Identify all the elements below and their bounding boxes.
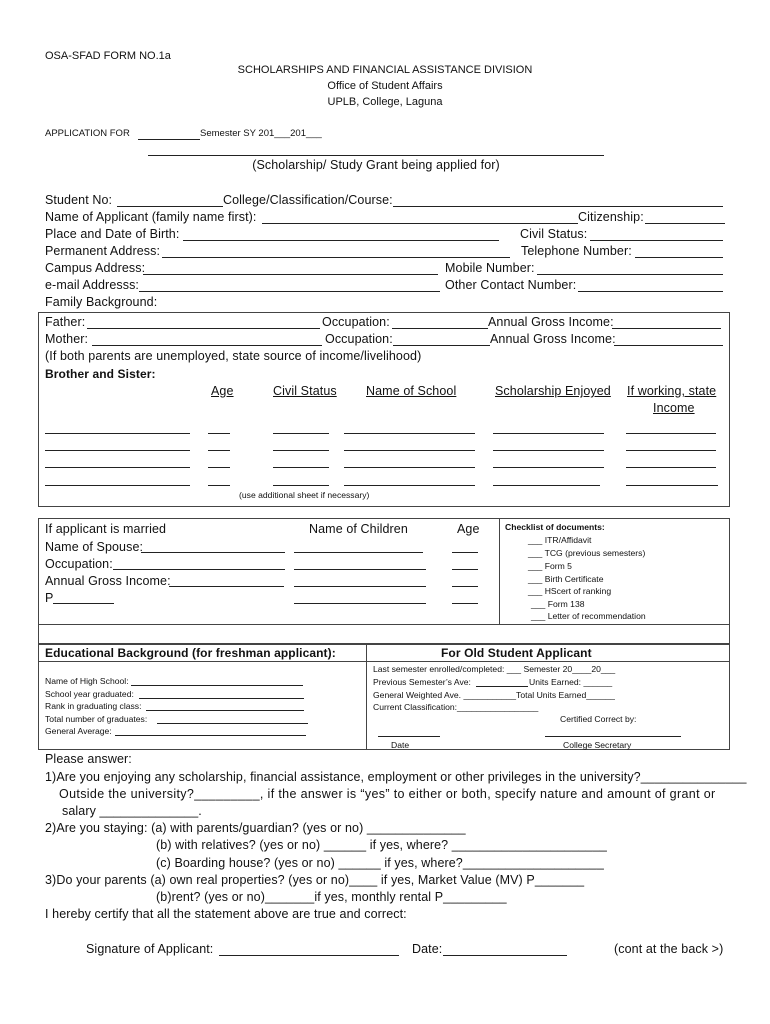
sibling-row4-income[interactable] xyxy=(626,485,718,486)
graduates-field[interactable] xyxy=(157,723,308,724)
high-school-label: Name of High School: xyxy=(45,676,129,686)
sibling-row1-age[interactable] xyxy=(208,433,230,434)
semester-sy: Semester SY 201___201___ xyxy=(200,128,322,139)
sibling-row4-name[interactable] xyxy=(45,485,190,486)
peso-field[interactable] xyxy=(53,603,114,604)
freshman-heading: Educational Background (for freshman applicant): xyxy=(45,646,336,660)
sibling-row3-school[interactable] xyxy=(344,467,475,468)
school-year-field[interactable] xyxy=(139,698,304,699)
education-divider xyxy=(366,644,367,750)
gwa-line: General Weighted Ave. ___________Total Units Earned______ xyxy=(373,690,615,700)
applicant-name-label: Name of Applicant (family name first): xyxy=(45,210,257,224)
average-field[interactable] xyxy=(115,735,306,736)
sibling-row1-civil[interactable] xyxy=(273,433,329,434)
sibling-row1-name[interactable] xyxy=(45,433,190,434)
checklist-item-tcg[interactable]: ___ TCG (previous semesters) xyxy=(528,548,646,558)
grant-line[interactable] xyxy=(148,155,604,156)
father-income-label: Annual Gross Income: xyxy=(488,315,614,329)
spouse-income-field[interactable] xyxy=(169,586,284,587)
sibling-row4-scholarship[interactable] xyxy=(493,485,600,486)
question-1c: salary ______________. xyxy=(62,804,202,818)
secretary-signature-field[interactable] xyxy=(545,736,681,737)
college-field[interactable] xyxy=(393,206,723,207)
rank-field[interactable] xyxy=(146,710,304,711)
applicant-name-field[interactable] xyxy=(262,223,578,224)
peso-label: P xyxy=(45,591,54,605)
certify-statement: I hereby certify that all the statement above are true and correct: xyxy=(45,907,407,921)
permanent-address-field[interactable] xyxy=(162,257,510,258)
question-3a: 3)Do your parents (a) own real properties? (yes or no)____ if yes, Market Value (MV) P_______ xyxy=(45,873,585,887)
telephone-field[interactable] xyxy=(635,257,723,258)
education-header-rule xyxy=(38,661,730,662)
child-4-name[interactable] xyxy=(294,603,426,604)
question-1a: 1)Are you enjoying any scholarship, financial assistance, employment or other privileges in the university?_______________ xyxy=(45,770,747,784)
form-number: OSA-SFAD FORM NO.1a xyxy=(45,50,171,62)
question-2b: (b) with relatives? (yes or no) ______ if yes, where? ______________________ xyxy=(156,838,607,852)
date-caption: Date xyxy=(391,740,410,750)
college-label: College/Classification/Course: xyxy=(223,193,393,207)
spouse-occupation-field[interactable] xyxy=(113,569,285,570)
sibling-row4-civil[interactable] xyxy=(273,485,329,486)
campus-address-label: Campus Address: xyxy=(45,261,146,275)
married-divider xyxy=(499,518,500,624)
sibling-row3-civil[interactable] xyxy=(273,467,329,468)
sibling-row4-age[interactable] xyxy=(208,485,230,486)
sibling-row3-name[interactable] xyxy=(45,467,190,468)
father-label: Father: xyxy=(45,315,86,329)
checklist-item-birth[interactable]: ___ Birth Certificate xyxy=(528,574,604,584)
mobile-label: Mobile Number: xyxy=(445,261,535,275)
child-2-name[interactable] xyxy=(294,569,426,570)
col-income: Income xyxy=(653,401,695,415)
mother-income-label: Annual Gross Income: xyxy=(490,332,616,346)
married-heading: If applicant is married xyxy=(45,522,167,536)
mobile-field[interactable] xyxy=(537,274,723,275)
col-school: Name of School xyxy=(366,384,457,398)
child-4-age[interactable] xyxy=(452,603,478,604)
sibling-row1-school[interactable] xyxy=(344,433,475,434)
child-3-name[interactable] xyxy=(294,586,426,587)
student-no-label: Student No: xyxy=(45,193,113,207)
sibling-row2-school[interactable] xyxy=(344,450,475,451)
sibling-row1-scholarship[interactable] xyxy=(493,433,604,434)
other-contact-label: Other Contact Number: xyxy=(445,278,577,292)
secretary-caption: College Secretary xyxy=(563,740,632,750)
mother-occupation-field[interactable] xyxy=(393,345,490,346)
children-age-heading: Age xyxy=(457,522,480,536)
last-semester-line: Last semester enrolled/completed: ___ Semester 20____20___ xyxy=(373,664,616,674)
checklist-title: Checklist of documents: xyxy=(505,522,605,532)
civil-status-label: Civil Status: xyxy=(520,227,588,241)
other-contact-field[interactable] xyxy=(578,291,723,292)
question-1b: Outside the university?_________, if the answer is “yes” to either or both, specify nature and amount of grant or xyxy=(59,787,716,801)
email-field[interactable] xyxy=(139,291,440,292)
checklist-item-itr[interactable]: ___ ITR/Affidavit xyxy=(528,535,592,545)
signature-label: Signature of Applicant: xyxy=(86,942,214,956)
signature-field[interactable] xyxy=(219,955,399,956)
school-year-label: School year graduated: xyxy=(45,689,134,699)
mother-occupation-label: Occupation: xyxy=(325,332,393,346)
campus-title: UPLB, College, Laguna xyxy=(327,96,443,108)
please-answer: Please answer: xyxy=(45,752,132,766)
father-income-field[interactable] xyxy=(612,328,721,329)
permanent-address-label: Permanent Address: xyxy=(45,244,161,258)
col-civil-status: Civil Status xyxy=(273,384,337,398)
additional-sheet-note: (use additional sheet if necessary) xyxy=(239,490,370,500)
high-school-field[interactable] xyxy=(131,685,303,686)
mother-field[interactable] xyxy=(92,345,322,346)
mother-income-field[interactable] xyxy=(614,345,723,346)
prev-ave-field[interactable] xyxy=(476,686,528,687)
certified-label: Certified Correct by: xyxy=(560,714,637,724)
sibling-row2-civil[interactable] xyxy=(273,450,329,451)
student-no-field[interactable] xyxy=(117,206,223,207)
checklist-item-recommendation[interactable]: ___ Letter of recommendation xyxy=(531,611,646,621)
spouse-field[interactable] xyxy=(141,552,285,553)
birth-field[interactable] xyxy=(183,240,499,241)
sibling-row4-school[interactable] xyxy=(344,485,475,486)
checklist-item-form138[interactable]: ___ Form 138 xyxy=(531,599,585,609)
question-3b: (b)rent? (yes or no)_______if yes, monthly rental P_________ xyxy=(156,890,507,904)
date-field[interactable] xyxy=(378,736,440,737)
sibling-row2-age[interactable] xyxy=(208,450,230,451)
email-label: e-mail Addresss: xyxy=(45,278,139,292)
family-background-label: Family Background: xyxy=(45,295,158,309)
application-blank[interactable] xyxy=(138,139,200,140)
father-occupation-label: Occupation: xyxy=(322,315,390,329)
child-1-age[interactable] xyxy=(452,552,478,553)
rank-label: Rank in graduating class: xyxy=(45,701,142,711)
telephone-label: Telephone Number: xyxy=(521,244,632,258)
civil-status-field[interactable] xyxy=(590,240,723,241)
child-2-age[interactable] xyxy=(452,569,478,570)
application-for-label: APPLICATION FOR xyxy=(45,128,130,139)
married-bottom-rule xyxy=(38,624,730,625)
sibling-row3-age[interactable] xyxy=(208,467,230,468)
col-age: Age xyxy=(211,384,234,398)
sibling-row2-income[interactable] xyxy=(626,450,716,451)
graduates-label: Total number of graduates: xyxy=(45,714,148,724)
signature-date-field[interactable] xyxy=(443,955,567,956)
question-2a: 2)Are you staying: (a) with parents/guardian? (yes or no) ______________ xyxy=(45,821,466,835)
child-1-name[interactable] xyxy=(294,552,423,553)
sibling-row2-scholarship[interactable] xyxy=(493,450,604,451)
checklist-item-form5[interactable]: ___ Form 5 xyxy=(528,561,572,571)
sibling-row3-scholarship[interactable] xyxy=(493,467,604,468)
mother-label: Mother: xyxy=(45,332,89,346)
birth-label: Place and Date of Birth: xyxy=(45,227,180,241)
office-title: Office of Student Affairs xyxy=(327,80,443,92)
col-working: If working, state xyxy=(627,384,717,398)
campus-address-field[interactable] xyxy=(143,274,438,275)
spouse-occupation-label: Occupation: xyxy=(45,557,113,571)
siblings-heading: Brother and Sister: xyxy=(45,367,156,381)
father-field[interactable] xyxy=(87,328,320,329)
sibling-row3-income[interactable] xyxy=(626,467,716,468)
sibling-row1-income[interactable] xyxy=(626,433,716,434)
father-occupation-field[interactable] xyxy=(392,328,488,329)
citizenship-label: Citizenship: xyxy=(578,210,644,224)
signature-date-label: Date: xyxy=(412,942,443,956)
unemployed-note: (If both parents are unemployed, state source of income/livelihood) xyxy=(45,349,422,363)
current-classification-line: Current Classification:_________________ xyxy=(373,702,539,712)
children-heading: Name of Children xyxy=(309,522,408,536)
col-scholarship: Scholarship Enjoyed xyxy=(495,384,611,398)
units-earned-label: Units Earned: ______ xyxy=(529,677,613,687)
continued-note: (cont at the back >) xyxy=(614,942,724,956)
checklist-item-hscert[interactable]: ___ HScert of ranking xyxy=(528,586,612,596)
average-label: General Average: xyxy=(45,726,112,736)
sibling-row2-name[interactable] xyxy=(45,450,190,451)
spouse-label: Name of Spouse: xyxy=(45,540,144,554)
question-2c: (c) Boarding house? (yes or no) ______ if yes, where?____________________ xyxy=(156,856,604,870)
grant-caption: (Scholarship/ Study Grant being applied for) xyxy=(252,158,500,172)
spouse-income-label: Annual Gross Income: xyxy=(45,574,171,588)
child-3-age[interactable] xyxy=(452,586,478,587)
citizenship-field[interactable] xyxy=(645,223,725,224)
old-student-heading: For Old Student Applicant xyxy=(441,646,592,660)
prev-ave-label: Previous Semester’s Ave: xyxy=(373,677,471,687)
division-title: SCHOLARSHIPS AND FINANCIAL ASSISTANCE DIVISION xyxy=(237,64,533,76)
